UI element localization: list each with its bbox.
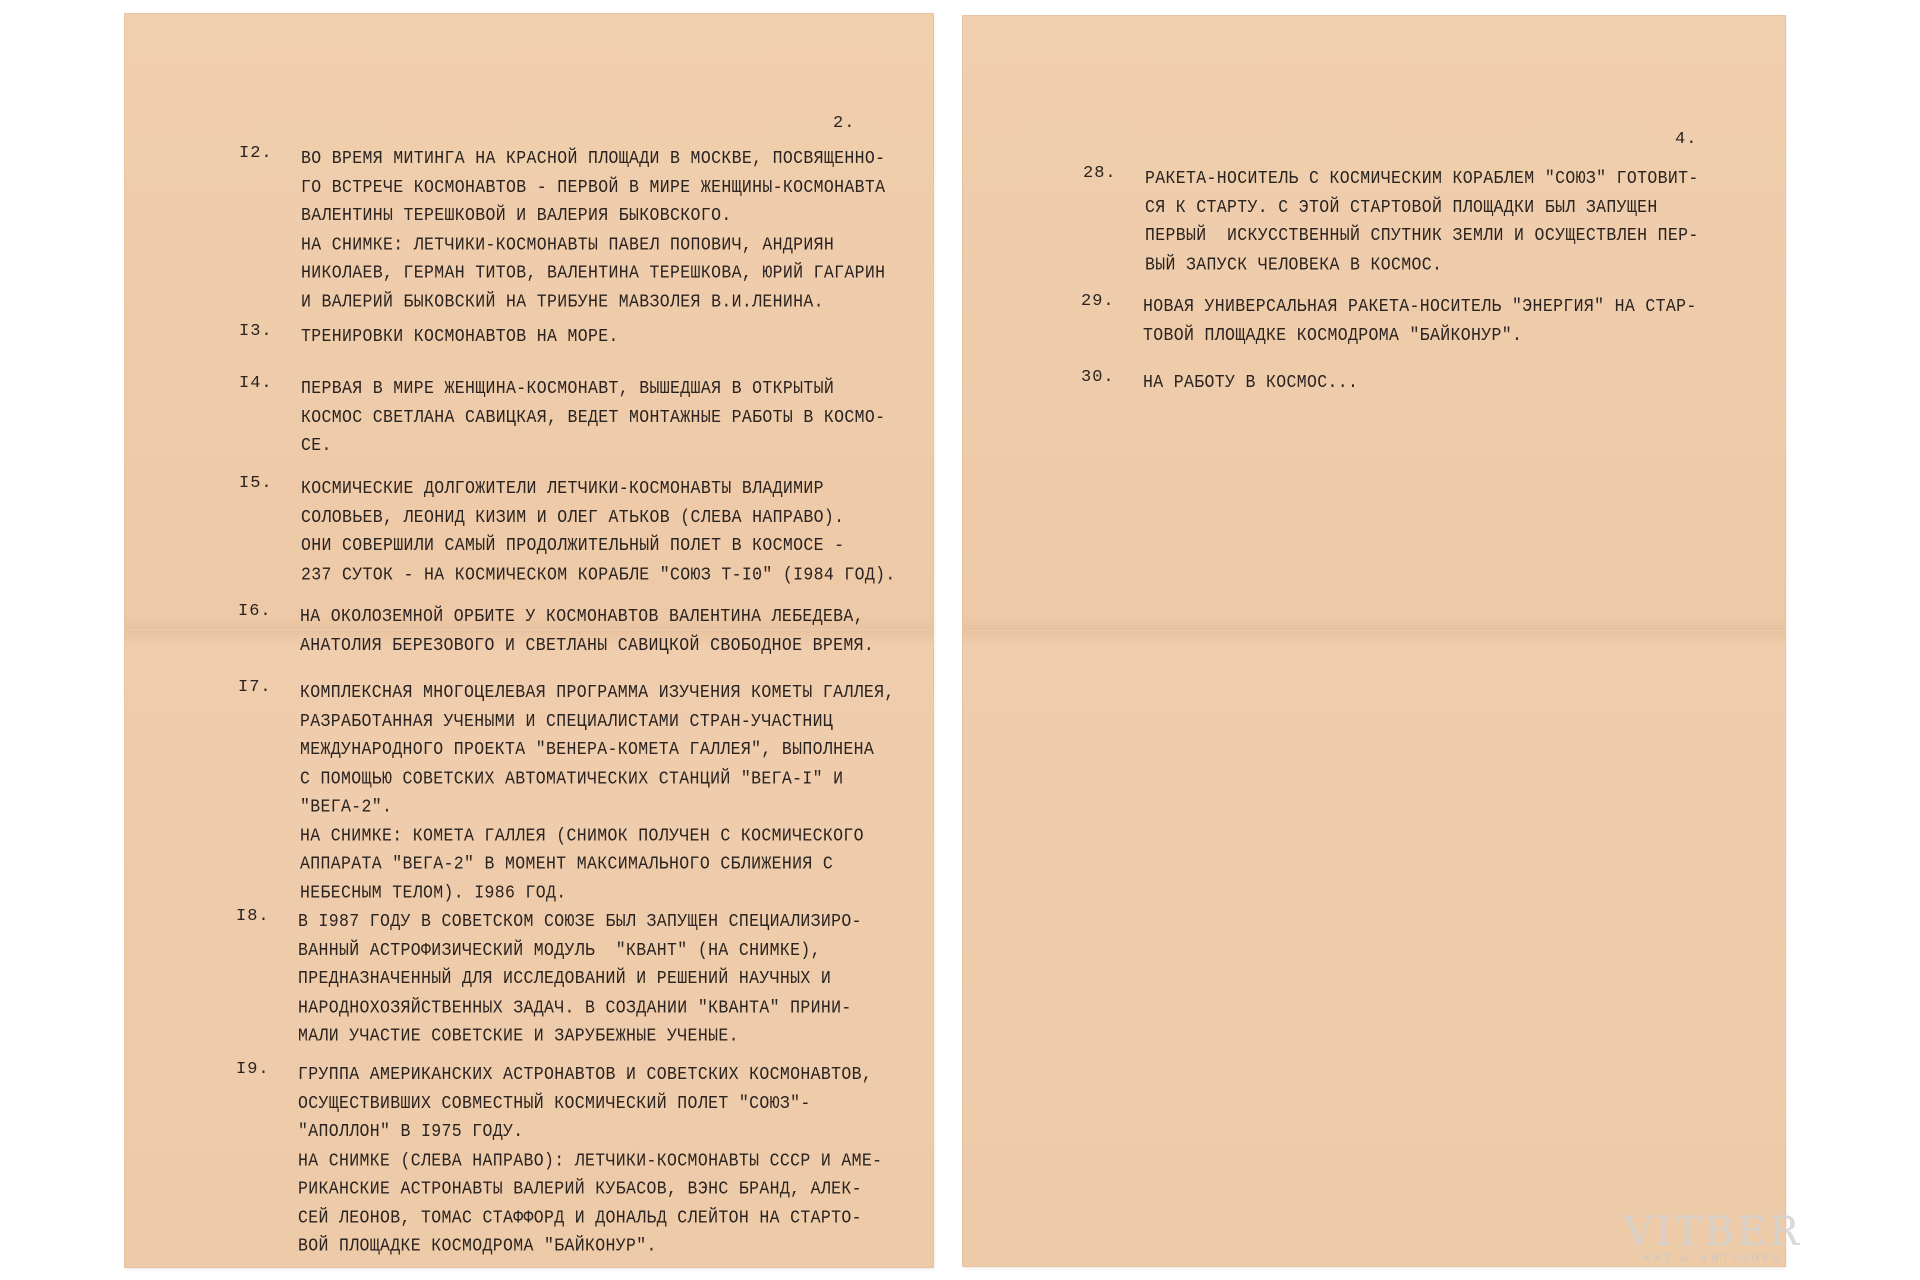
entry-text: НОВАЯ УНИВЕРСАЛЬНАЯ РАКЕТА-НОСИТЕЛЬ "ЭНЕРГИЯ" НА СТАР- ТОВОЙ ПЛОЩАДКЕ КОСМОДРОМА "БАЙКОНУР". [1143, 295, 1697, 346]
entry-number: I7. [238, 678, 272, 697]
entry-number: I5. [239, 474, 273, 493]
page-number: 2. [833, 114, 856, 133]
watermark-subtitle: ART & ANTIQUES [1642, 1253, 1784, 1264]
entry-number: I6. [238, 602, 272, 621]
entry-text: КОСМИЧЕСКИЕ ДОЛГОЖИТЕЛИ ЛЕТЧИКИ-КОСМОНАВТЫ ВЛАДИМИР СОЛОВЬЕВ, ЛЕОНИД КИЗИМ И ОЛЕГ АТЬКОВ (СЛЕВА НАПРАВО). ОНИ СОВЕРШИЛИ САМЫЙ ПРОДОЛЖИТЕЛЬНЫЙ ПОЛЕТ В КОСМОСЕ - 237 СУТОК - НА КОСМИЧЕСКОМ КОРАБЛЕ "СОЮЗ Т-I0" (I984 ГОД). [301, 477, 896, 585]
entry-number: 28. [1083, 164, 1117, 183]
entry-text: ГРУППА АМЕРИКАНСКИХ АСТРОНАВТОВ И СОВЕТСКИХ КОСМОНАВТОВ, ОСУЩЕСТВИВШИХ СОВМЕСТНЫЙ КОСМИЧЕСКИЙ ПОЛЕТ "СОЮЗ"- "АПОЛЛОН" В I975 ГОДУ. НА СНИМКЕ (СЛЕВА НАПРАВО): ЛЕТЧИКИ-КОСМОНАВТЫ СССР И АМЕ- РИКАНСКИЕ АСТРОНАВТЫ ВАЛЕРИЙ КУБАСОВ, ВЭНС БРАНД, АЛЕК- СЕЙ ЛЕОНОВ, ТОМАС СТАФФОРД И ДОНАЛЬД СЛЕЙТОН НА СТАРТО- ВОЙ ПЛОЩАДКЕ КОСМОДРОМА "БАЙКОНУР". [298, 1063, 883, 1256]
entry-number: I8. [236, 907, 270, 926]
entry-text: ВО ВРЕМЯ МИТИНГА НА КРАСНОЙ ПЛОЩАДИ В МОСКВЕ, ПОСВЯЩЕННО- ГО ВСТРЕЧЕ КОСМОНАВТОВ - ПЕРВОЙ В МИРЕ ЖЕНЩИНЫ-КОСМОНАВТА ВАЛЕНТИНЫ ТЕРЕШКОВОЙ И ВАЛЕРИЯ БЫКОВСКОГО. НА СНИМКЕ: ЛЕТЧИКИ-КОСМОНАВТЫ ПАВЕЛ ПОПОВИЧ, АНДРИЯН НИКОЛАЕВ, ГЕРМАН ТИТОВ, ВАЛЕНТИНА ТЕРЕШКОВА, ЮРИЙ ГАГАРИН И ВАЛЕРИЙ БЫКОВСКИЙ НА ТРИБУНЕ МАВЗОЛЕЯ В.И.ЛЕНИНА. [301, 147, 886, 312]
entry-number: 30. [1081, 368, 1115, 387]
entry-text: ПЕРВАЯ В МИРЕ ЖЕНЩИНА-КОСМОНАВТ, ВЫШЕДШАЯ В ОТКРЫТЫЙ КОСМОС СВЕТЛАНА САВИЦКАЯ, ВЕДЕТ МОНТАЖНЫЕ РАБОТЫ В КОСМО- СЕ. [301, 377, 886, 456]
entry-number: I9. [236, 1060, 270, 1079]
watermark-title: VITBER [1623, 1209, 1802, 1255]
right-page-sheet [963, 16, 1785, 1266]
entry-number: I4. [239, 374, 273, 393]
entry-number: I2. [239, 144, 273, 163]
entry-number: 29. [1081, 292, 1115, 311]
page-number: 4. [1675, 130, 1698, 149]
left-page-sheet [125, 14, 933, 1267]
entry-text: ТРЕНИРОВКИ КОСМОНАВТОВ НА МОРЕ. [301, 325, 619, 347]
entry-number: I3. [239, 322, 273, 341]
entry-text: НА РАБОТУ В КОСМОС... [1143, 371, 1359, 393]
entry-text: РАКЕТА-НОСИТЕЛЬ С КОСМИЧЕСКИМ КОРАБЛЕМ "СОЮЗ" ГОТОВИТ- СЯ К СТАРТУ. С ЭТОЙ СТАРТОВОЙ ПЛОЩАДКИ БЫЛ ЗАПУЩЕН ПЕРВЫЙ ИСКУССТВЕННЫЙ СПУТНИК ЗЕМЛИ И ОСУЩЕСТВЛЕН ПЕР- ВЫЙ ЗАПУСК ЧЕЛОВЕКА В КОСМОС. [1145, 167, 1699, 275]
vitber-watermark-logo [1624, 1211, 1802, 1264]
entry-text: КОМПЛЕКСНАЯ МНОГОЦЕЛЕВАЯ ПРОГРАММА ИЗУЧЕНИЯ КОМЕТЫ ГАЛЛЕЯ, РАЗРАБОТАННАЯ УЧЕНЫМИ И СПЕЦИАЛИСТАМИ СТРАН-УЧАСТНИЦ МЕЖДУНАРОДНОГО ПРОЕКТА "ВЕНЕРА-КОМЕТА ГАЛЛЕЯ", ВЫПОЛНЕНА С ПОМОЩЬЮ СОВЕТСКИХ АВТОМАТИЧЕСКИХ СТАНЦИЙ "ВЕГА-I" И "ВЕГА-2". НА СНИМКЕ: КОМЕТА ГАЛЛЕЯ (СНИМОК ПОЛУЧЕН С КОСМИЧЕСКОГО АППАРАТА "ВЕГА-2" В МОМЕНТ МАКСИМАЛЬНОГО СБЛИЖЕНИЯ С НЕБЕСНЫМ ТЕЛОМ). I986 ГОД. [300, 681, 895, 903]
entry-text: НА ОКОЛОЗЕМНОЙ ОРБИТЕ У КОСМОНАВТОВ ВАЛЕНТИНА ЛЕБЕДЕВА, АНАТОЛИЯ БЕРЕЗОВОГО И СВЕТЛАНЫ САВИЦКОЙ СВОБОДНОЕ ВРЕМЯ. [300, 605, 875, 656]
entry-text: В I987 ГОДУ В СОВЕТСКОМ СОЮЗЕ БЫЛ ЗАПУЩЕН СПЕЦИАЛИЗИРО- ВАННЫЙ АСТРОФИЗИЧЕСКИЙ МОДУЛЬ "КВАНТ" (НА СНИМКЕ), ПРЕДНАЗНАЧЕННЫЙ ДЛЯ ИССЛЕДОВАНИЙ И РЕШЕНИЙ НАУЧНЫХ И НАРОДНОХОЗЯЙСТВЕННЫХ ЗАДАЧ. В СОЗДАНИИ "КВАНТА" ПРИНИ- МАЛИ УЧАСТИЕ СОВЕТСКИЕ И ЗАРУБЕЖНЫЕ УЧЕНЫЕ. [298, 910, 862, 1046]
